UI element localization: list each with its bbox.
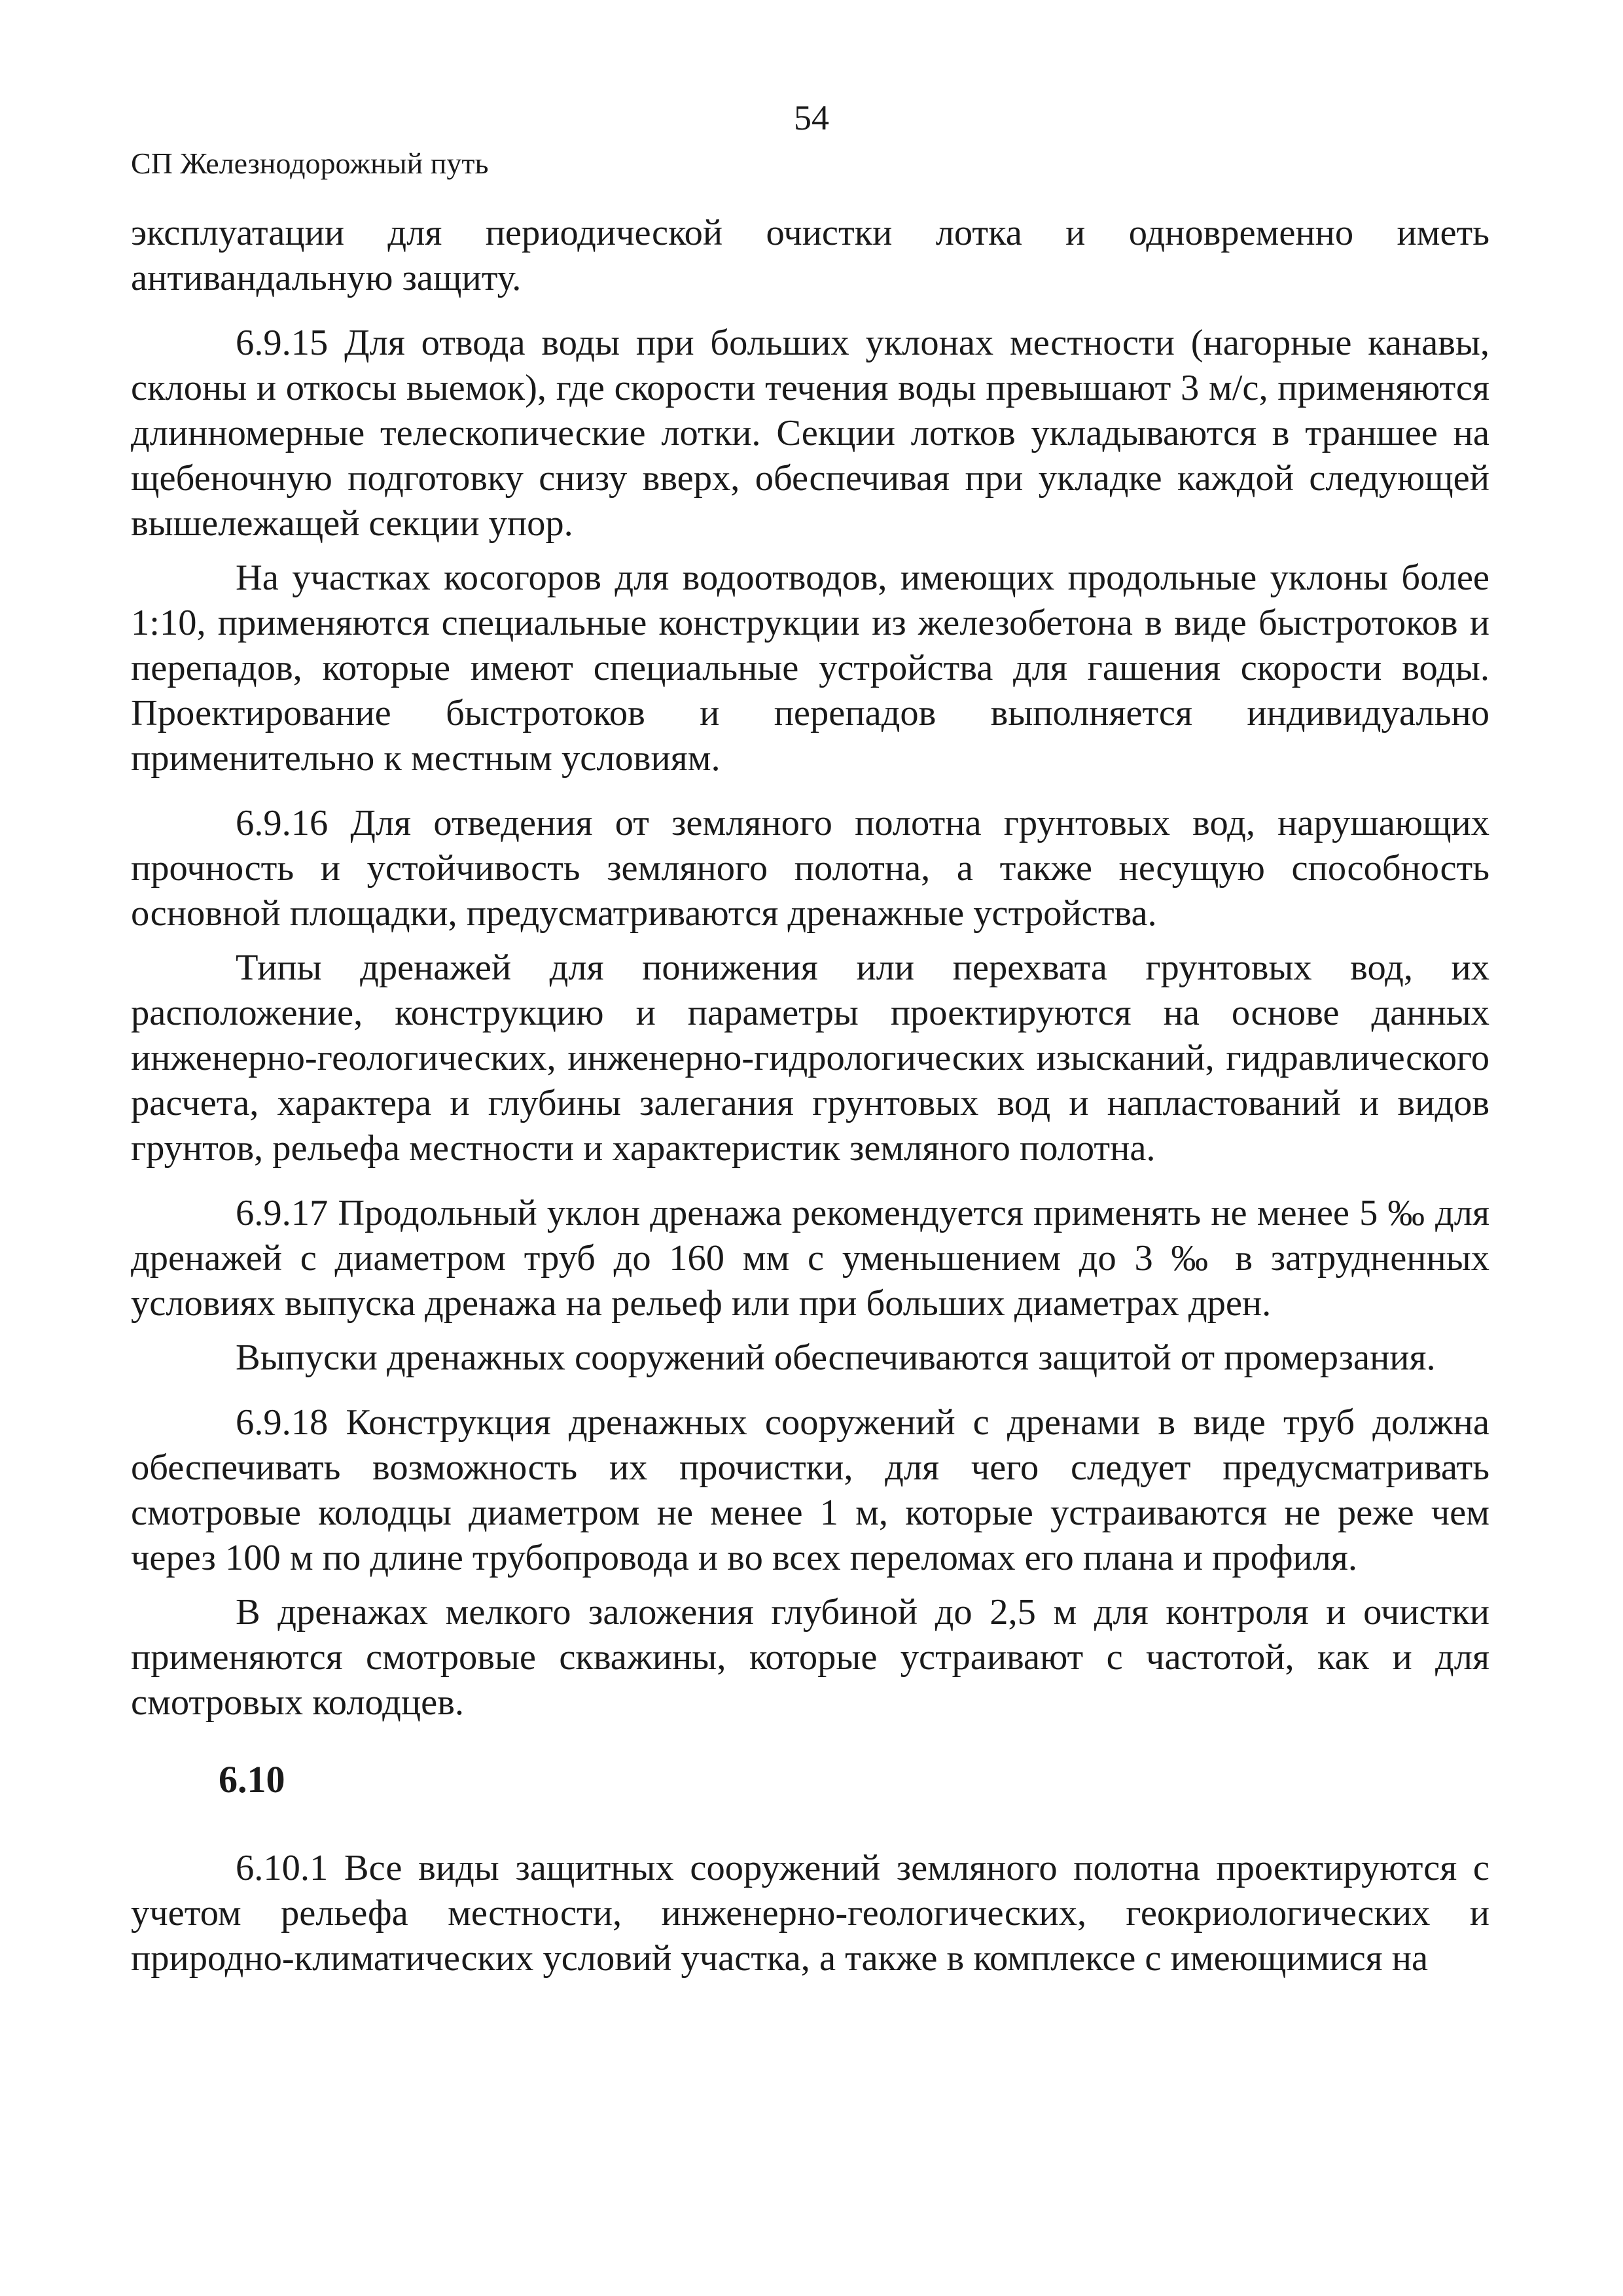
paragraph-outlets: Выпуски дренажных сооружений обеспечиваются защитой от промерзания. (236, 1337, 1436, 1378)
running-title: СП Железнодорожный путь (131, 147, 489, 180)
paragraph-6-9-18: 6.9.18 Конструкция дренажных сооружений с дренами в виде труб должна обеспечивать возможность их прочистки, для чего следует предусматривать смотровые колодцы диаметром не менее 1 м, которые устраиваются не реже чем через 100 м по длине трубопровода и во всех переломах его плана и профиля. (131, 1402, 1489, 1578)
paragraph-6-9-16: 6.9.16 Для отведения от земляного полотна грунтовых вод, нарушающих прочность и устойчивость земляного полотна, а также несущую способность основной площадки, предусматриваются дренажные устройства. (131, 803, 1489, 934)
page-number: 54 (794, 98, 829, 137)
paragraph-6-9-15: 6.9.15 Для отвода воды при больших уклонах местности (нагорные канавы, склоны и откосы выемок), где скорости течения воды превышают 3 м/с, применяются длинномерные телескопические лотки. Секции лотков укладываются в траншее на щебеночную подготовку снизу вверх, обеспечивая при укладке каждой следующей вышележащей секции упор. (131, 323, 1489, 544)
paragraph-6-10-1: 6.10.1 Все виды защитных сооружений земляного полотна проектируются с учетом рельефа местности, инженерно-геологических, геокриологических и природно-климатических условий участка, а также в комплексе с имеющимися на (131, 1848, 1489, 1979)
paragraph-shallow-drains: В дренажах мелкого заложения глубиной до 2,5 м для контроля и очистки применяются смотровые скважины, которые устраивают с частотой, как и для смотровых колодцев. (131, 1592, 1489, 1723)
section-heading: 6.10 (219, 1758, 285, 1801)
paragraph-slopes: На участках косогоров для водоотводов, имеющих продольные уклоны более 1:10, применяются специальные конструкции из железобетона в виде быстротоков и перепадов, которые имеют специальные устройства для гашения скорости воды. Проектирование быстротоков и перепадов выполняется индивидуально применительно к местным условиям. (131, 557, 1489, 779)
paragraph-continuation: эксплуатации для периодической очистки лотка и одновременно иметь антивандальную защиту. (131, 213, 1489, 298)
paragraph-drainage-types: Типы дренажей для понижения или перехвата грунтовых вод, их расположение, конструкцию и параметры проектируются на основе данных инженерно-геологических, инженерно-гидрологических изысканий, гидравлического расчета, характера и глубины залегания грунтовых вод и напластований и видов грунтов, рельефа местности и характеристик земляного полотна. (131, 947, 1489, 1169)
body-text (131, 211, 1489, 1981)
paragraph-6-9-17: 6.9.17 Продольный уклон дренажа рекомендуется применять не менее 5 ‰ для дренажей с диаметром труб до 160 мм с уменьшением до 3 ‰ в затрудненных условиях выпуска дренажа на рельеф или при больших диаметрах дрен. (131, 1193, 1489, 1324)
